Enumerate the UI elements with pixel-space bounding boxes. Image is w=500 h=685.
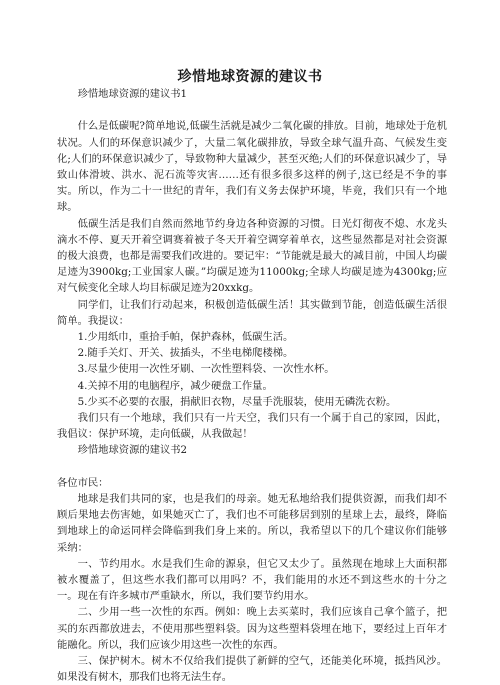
paragraph: 什么是低碳呢?简单地说,低碳生活就是减少二氧化碳的排放。目前，地球处于危机状况。人们的环保意识减少了，大量二氧化碳排放，导致全球气温升高、气候发生变化;人们的环保意识减少了，导致物种大量减少，甚至灭绝;人们的环保意识减少了，导致山体滑坡、洪水、泥石流等灾害……还有很多很多这样的例子,这已经是不争的事实。所以，作为二十一世纪的青年，我们有义务去保护环境，毕竟，我们只有一个地球。 bbox=[57, 120, 447, 214]
paragraph: 珍惜地球资源的建议书2 bbox=[77, 444, 188, 457]
paragraph: 低碳生活是我们自然而然地节约身边各种资源的习惯。日光灯彻夜不熄、水龙头滴水不停、夏天开着空调赛着被子冬天开着空调穿着单衣，这些显然都是对社会资源的极大浪费，也都是需要我们改进的。要记牢：“节能就是最大的减目前，中国人均碳足迹为3900kg;工业国家人碳。”均碳足迹为11000kg;全球人均碳足迹为4300kg;应对气候变化全球人均目标碳足迹为20xxkg。 bbox=[57, 217, 447, 295]
paragraph: 同学们，让我们行动起来，积极创造低碳生活！其实做到节能，创造低碳生活很简单。我提议： bbox=[57, 298, 447, 327]
paragraph: 珍惜地球资源的建议书1 bbox=[77, 88, 188, 100]
paragraph: 3.尽量少使用一次性牙刷、一次性塑料袋、一次性水杯。 bbox=[77, 363, 335, 376]
paragraph: 三、保护树木。树木不仅给我们提供了新鲜的空气，还能美化环境，抵挡风沙。如果没有树木，那我们也将无法生存。 bbox=[57, 655, 447, 684]
paragraph: 5.少买不必要的衣服，捐献旧衣物，尽量手洗服装，使用无磷洗衣粉。 bbox=[77, 395, 397, 408]
paragraph-gap bbox=[57, 102, 447, 118]
paragraph: 各位市民： bbox=[57, 476, 109, 489]
paragraph: 二、少用一些一次性的东西。例如：晚上去买菜时，我们应该自己拿个篮子，把买的东西都放进去，不使用那些塑料袋。因为这些塑料袋埋在地下，要经过上百年才能融化。所以，我们应该少用这些一次性的东西。 bbox=[57, 606, 447, 651]
document-title: 珍惜地球资源的建议书 bbox=[177, 69, 323, 85]
paragraph: 我们只有一个地球，我们只有一片天空，我们只有一个属于自己的家园，因此，我倡议：保护环境，走向低碳，从我做起！ bbox=[57, 412, 447, 441]
paragraph: 一、节约用水。水是我们生命的源泉，但它又太少了。虽然现在地球上大面积都被水覆盖了，但这些水我们都可以用吗？不，我们能用的水还不到这些水的十分之一。现在有许多城市严重缺水，所以，我们要节约用水。 bbox=[57, 557, 447, 603]
paragraph-gap bbox=[57, 459, 447, 475]
paragraph: 2.随手关灯、开关、拔插头，不坐电梯爬楼梯。 bbox=[77, 347, 294, 360]
paragraph: 1.少用纸巾，重拾手帕，保护森林，低碳生活。 bbox=[77, 331, 294, 344]
paragraph: 4.关掉不用的电脑程序，减少硬盘工作量。 bbox=[77, 379, 273, 392]
document-body bbox=[57, 86, 447, 685]
paragraph: 地球是我们共同的家，也是我们的母亲。她无私地给我们提供资源，而我们却不顾后果地去伤害她，如果她灭亡了，我们也不可能移居到别的星球上去，最终，降临到地球上的命运同样会降临到我们身上来的。所以，我希望以下的几个建议你们能够采纳： bbox=[57, 493, 447, 554]
